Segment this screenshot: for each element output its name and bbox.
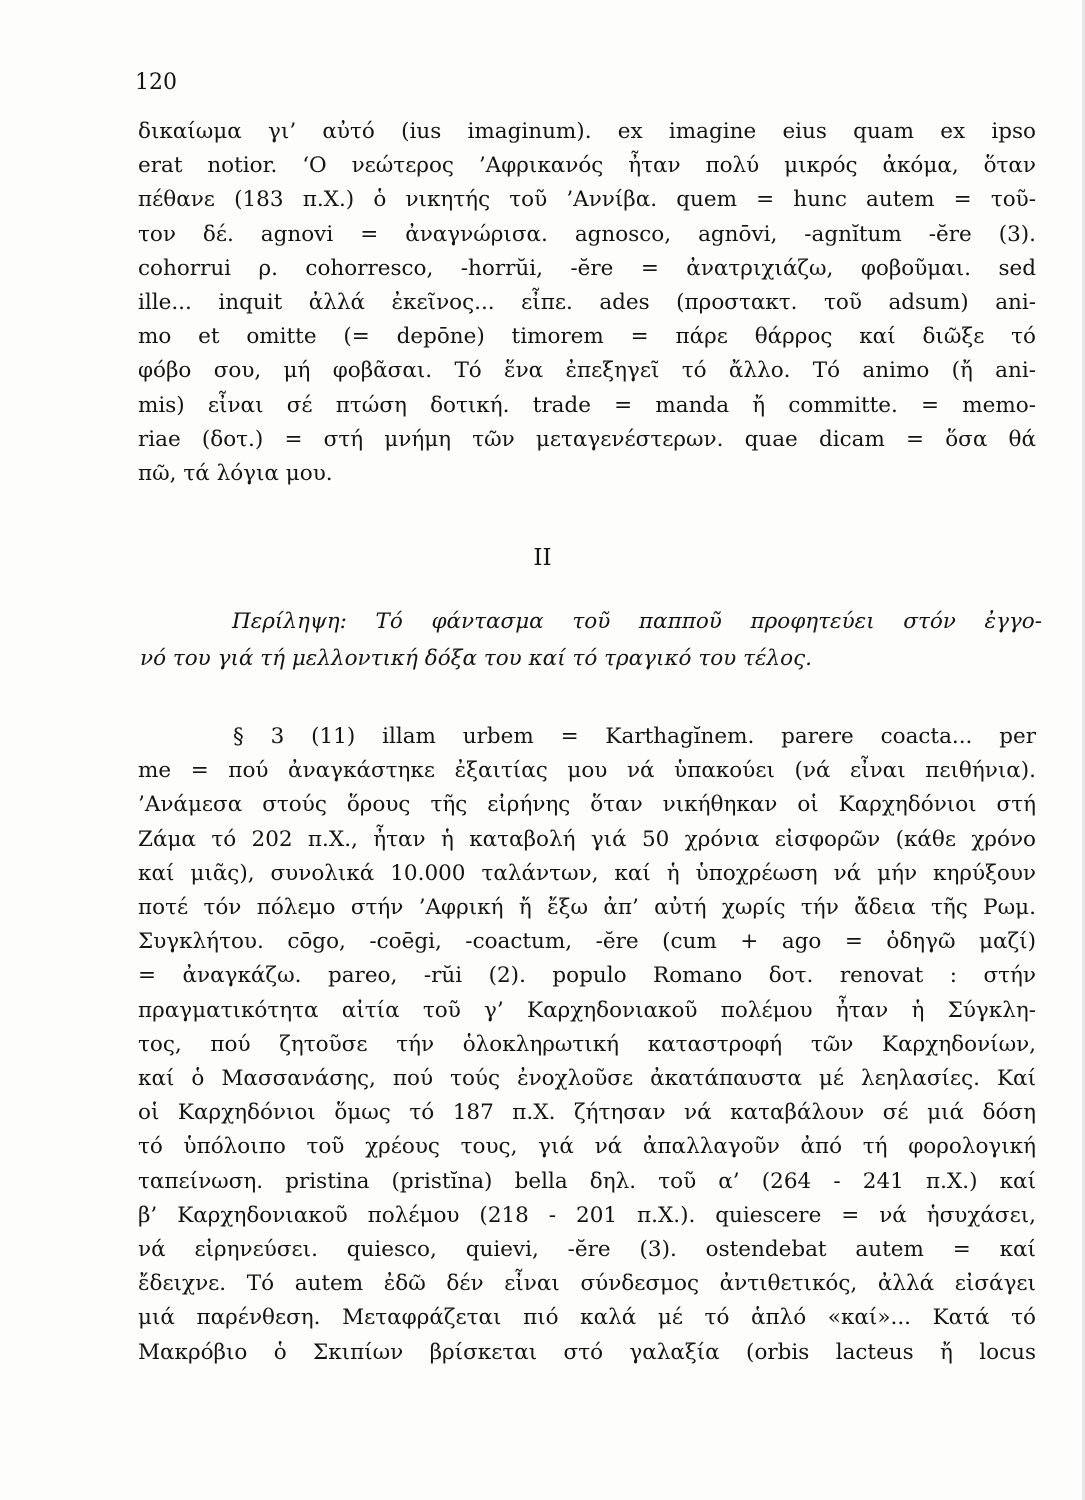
section-summary <box>140 603 1042 677</box>
text-line: τον δέ. agnovi = ἀναγνώρισα. agnosco, agnōvi, -agnĭtum -ĕre (3). <box>138 221 1036 247</box>
text-line: μιά παρένθεση. Μεταφράζεται πιό καλά μέ τό ἁπλό «καί»... Κατά τό <box>138 1305 1036 1331</box>
text-line: riae (δοτ.) = στή μνήμη τῶν μεταγενέστερων. quae dicam = ὅσα θά <box>138 426 1036 452</box>
text-line: ταπείνωση. pristina (pristĭna) bella δηλ. τοῦ α’ (264 - 241 π.Χ.) καί <box>138 1168 1036 1194</box>
text-line: β’ Καρχηδονιακοῦ πολέμου (218 - 201 π.Χ.). quiescere = νά ἡσυχάσει, <box>138 1202 1036 1228</box>
section-numeral: II <box>533 545 552 571</box>
summary-line: νό του γιά τή μελλοντική δόξα του καί τό τραγικό του τέλος. <box>140 646 812 671</box>
page-number: 120 <box>135 70 177 95</box>
text-line: § 3 (11) illam urbem = Karthagĭnem. parere coacta... per <box>233 724 1036 749</box>
text-line: erat notior. ‘Ο νεώτερος ’Αφρικανός ἦταν πολύ μικρός ἀκόμα, ὅταν <box>138 153 1036 179</box>
text-line: νά εἰρηνεύσει. quiesco, quievi, -ĕre (3). ostendebat autem = καί <box>138 1237 1036 1263</box>
summary-line: Περίληψη: Τό φάντασμα τοῦ παπποῦ προφητεύει στόν ἐγγο- <box>232 609 1042 634</box>
text-line: mis) εἶναι σέ πτώση δοτική. trade = manda ἤ committe. = memo- <box>138 392 1036 418</box>
text-line: me = πού ἀναγκάστηκε ἐξαιτίας μου νά ὑπακούει (νά εἶναι πειθήνια). <box>138 758 1036 784</box>
commentary-paragraph-2 <box>138 720 1036 1370</box>
text-line: Συγκλήτου. cōgo, -coēgi, -coactum, -ĕre (cum + ago = ὁδηγῶ μαζί) <box>138 929 1036 955</box>
text-line: πέθανε (183 π.Χ.) ὁ νικητής τοῦ ’Αννίβα. quem = hunc autem = τοῦ- <box>138 187 1036 213</box>
text-line: cohorrui ρ. cohorresco, -horrŭi, -ĕre = ἀνατριχιάζω, φοβοῦμαι. sed <box>138 255 1036 281</box>
text-line: = ἀναγκάζω. pareo, -rŭi (2). populo Romano δοτ. renovat : στήν <box>138 963 1036 989</box>
commentary-paragraph-1 <box>138 115 1036 491</box>
text-line: ἔδειχνε. Τό autem ἐδῶ δέν εἶναι σύνδεσμος ἀντιθετικός, ἀλλά εἰσάγει <box>138 1271 1036 1297</box>
text-line: φόβο σου, μή φοβᾶσαι. Τό ἕνα ἐπεξηγεῖ τό ἄλλο. Τό animo (ἤ ani- <box>138 358 1036 384</box>
text-line: ’Ανάμεσα στούς ὅρους τῆς εἰρήνης ὅταν νικήθηκαν οἱ Καρχηδόνιοι στή <box>138 792 1036 818</box>
text-line: καί ὁ Μασσανάσης, πού τούς ἐνοχλοῦσε ἀκατάπαυστα μέ λεηλασίες. Καί <box>138 1066 1036 1092</box>
text-line: πῶ, τά λόγια μου. <box>138 461 333 487</box>
text-line: δικαίωμα γι’ αὐτό (ius imaginum). ex imagine eius quam ex ipso <box>138 119 1036 144</box>
text-line: τό ὑπόλοιπο τοῦ χρέους τους, γιά νά ἀπαλλαγοῦν ἀπό τή φορολογική <box>138 1134 1036 1160</box>
text-line: πραγματικότητα αἰτία τοῦ γ’ Καρχηδονιακοῦ πολέμου ἦταν ἡ Σύγκλη- <box>138 997 1036 1023</box>
text-line: οἱ Καρχηδόνιοι ὅμως τό 187 π.Χ. ζήτησαν νά καταβάλουν σέ μιά δόση <box>138 1100 1036 1126</box>
text-line: καί μιᾶς), συνολικά 10.000 ταλάντων, καί ἡ ὑποχρέωση νά μήν κηρύξουν <box>138 860 1036 886</box>
text-line: ποτέ τόν πόλεμο στήν ’Αφρική ἤ ἔξω ἀπ’ αὐτή χωρίς τήν ἄδεια τῆς Ρωμ. <box>138 895 1036 921</box>
text-line: Ζάμα τό 202 π.Χ., ἦταν ἡ καταβολή γιά 50 χρόνια εἰσφορῶν (κάθε χρόνο <box>138 826 1036 852</box>
text-line: mo et omitte (= depōne) timorem = πάρε θάρρος καί διῶξε τό <box>138 324 1036 350</box>
text-line: τος, πού ζητοῦσε τήν ὁλοκληρωτική καταστροφή τῶν Καρχηδονίων, <box>138 1031 1036 1057</box>
text-line: Μακρόβιο ὁ Σκιπίων βρίσκεται στό γαλαξία (orbis lacteus ἤ locus <box>138 1339 1036 1365</box>
text-line: ille... inquit ἀλλά ἐκεῖνος... εἶπε. ades (προστακτ. τοῦ adsum) ani- <box>138 290 1036 316</box>
